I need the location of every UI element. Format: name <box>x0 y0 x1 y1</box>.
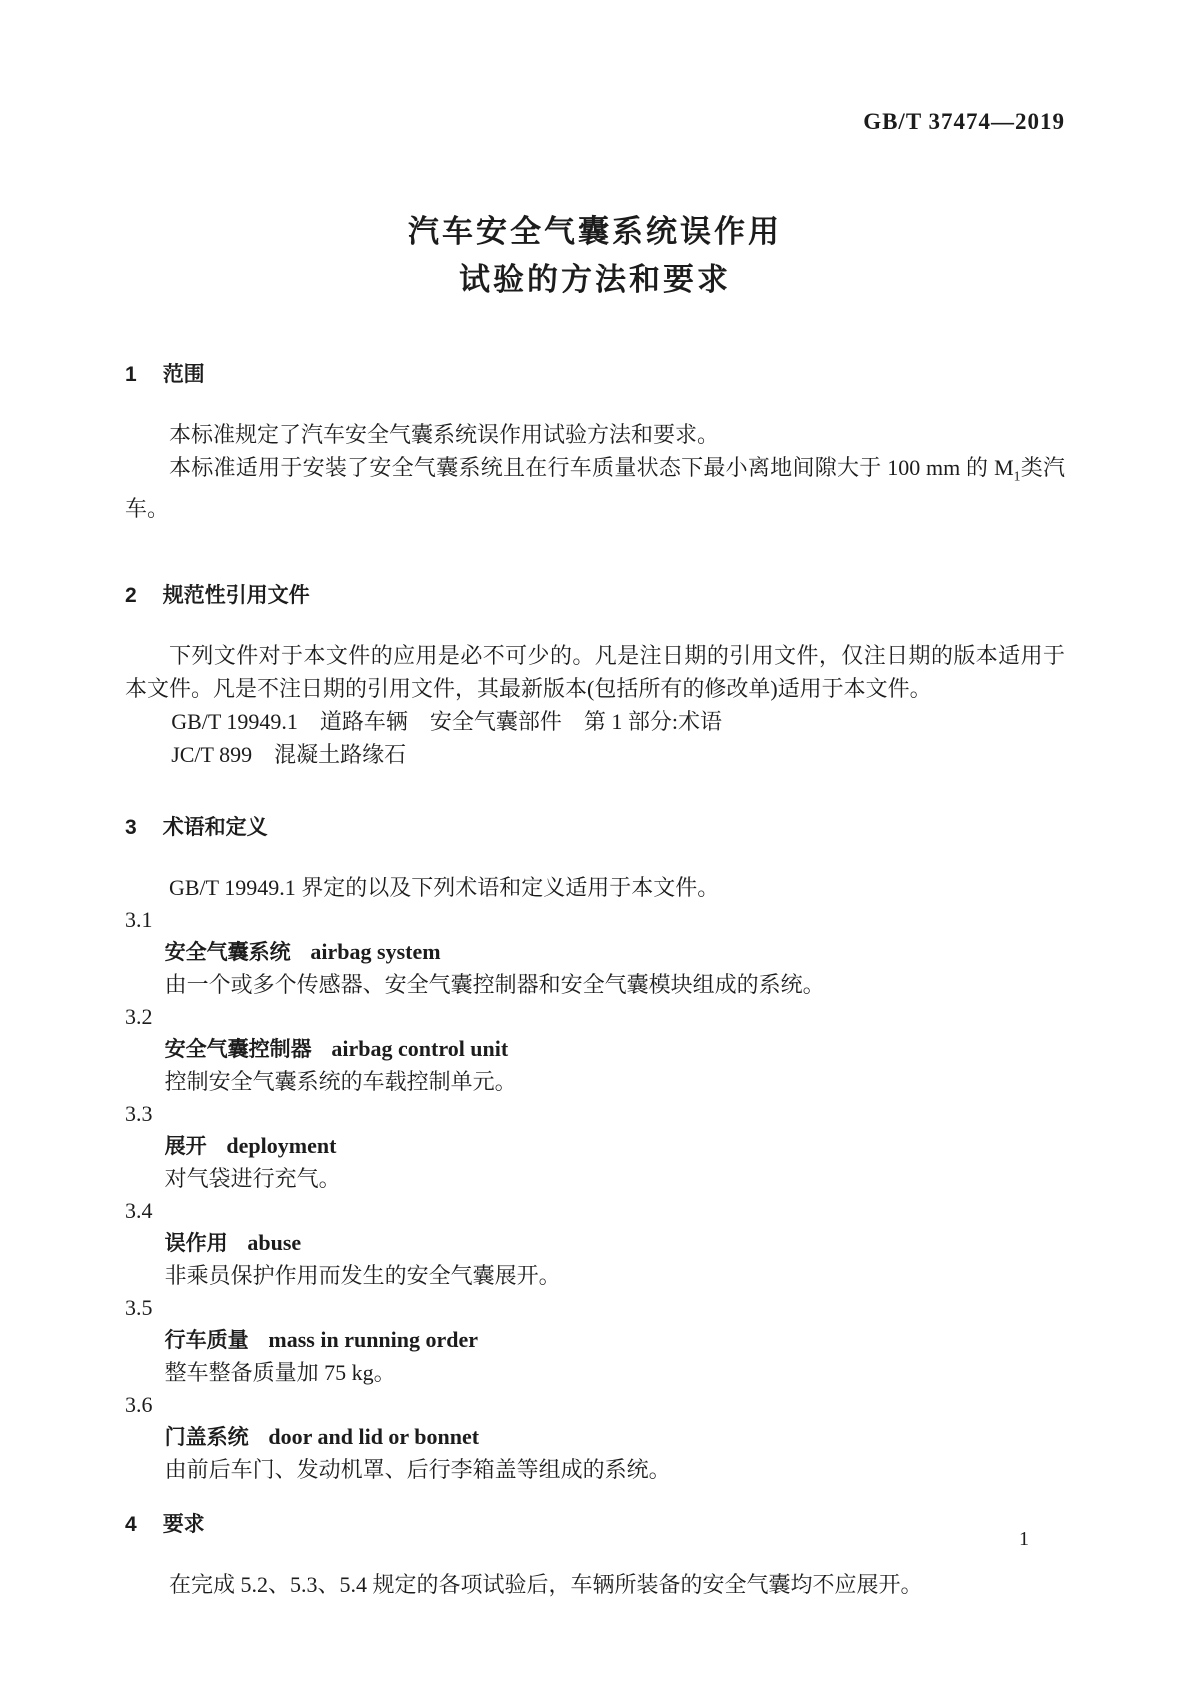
term-3-4-zh: 误作用 <box>164 1232 228 1256</box>
term-3-5-title <box>125 1324 1065 1357</box>
section-4-number: 4 <box>125 1513 137 1537</box>
section-4-body <box>125 1568 1065 1601</box>
term-3-3-number: 3.3 <box>125 1101 153 1127</box>
term-3-2 <box>125 1001 1065 1098</box>
document-title-line2: 试验的方法和要求 <box>459 262 731 297</box>
section-2-title: 规范性引用文件 <box>162 584 310 608</box>
term-3-6 <box>125 1389 1065 1486</box>
term-3-2-number: 3.2 <box>125 1004 153 1030</box>
section-3-title: 术语和定义 <box>162 816 268 840</box>
term-3-3-zh: 展开 <box>164 1135 207 1159</box>
section-1-paragraph-2 <box>125 451 1065 525</box>
term-3-1-en: airbag system <box>310 939 441 965</box>
term-3-1-number: 3.1 <box>125 907 153 933</box>
section-1-body <box>125 418 1065 525</box>
term-3-4-title <box>125 1227 1065 1260</box>
document-title-line1: 汽车安全气囊系统误作用 <box>408 214 782 249</box>
term-3-2-definition: 控制安全气囊系统的车载控制单元。 <box>164 1069 517 1095</box>
term-3-6-definition: 由前后车门、发动机罩、后行李箱盖等组成的系统。 <box>164 1457 671 1483</box>
section-1-heading <box>125 360 1065 390</box>
document-title <box>125 208 1065 304</box>
term-3-2-en: airbag control unit <box>331 1036 509 1062</box>
section-2-body <box>125 639 1065 771</box>
term-3-6-en: door and lid or bonnet <box>268 1424 480 1450</box>
term-3-5-number: 3.5 <box>125 1295 153 1321</box>
section-3-number: 3 <box>125 816 137 840</box>
section-4-title: 要求 <box>162 1513 205 1537</box>
term-3-6-title <box>125 1421 1065 1454</box>
term-3-1-zh: 安全气囊系统 <box>164 941 291 965</box>
section-1-title: 范围 <box>162 363 205 386</box>
term-3-5-zh: 行车质量 <box>164 1329 249 1353</box>
section-3-intro: GB/T 19949.1 界定的以及下列术语和定义适用于本文件。 <box>169 875 720 901</box>
scope-text-post: 类汽车。 <box>125 455 1065 522</box>
term-3-1 <box>125 904 1065 1001</box>
standard-code: GB/T 37474—2019 <box>863 109 1065 134</box>
section-1-paragraph-1: 本标准规定了汽车安全气囊系统误作用试验方法和要求。 <box>169 422 720 447</box>
normative-reference-1: GB/T 19949.1 道路车辆 安全气囊部件 第 1 部分:术语 <box>171 709 723 735</box>
scope-text-pre: 本标准适用于安装了安全气囊系统且在行车质量状态下最小离地间隙大于 100 mm 的 M <box>169 455 1014 480</box>
term-3-3 <box>125 1098 1065 1195</box>
term-3-3-en: deployment <box>226 1133 337 1159</box>
term-3-3-title <box>125 1130 1065 1163</box>
term-3-5 <box>125 1292 1065 1389</box>
term-3-2-title <box>125 1033 1065 1066</box>
section-3-heading <box>125 813 1065 843</box>
section-1-number: 1 <box>125 363 137 386</box>
term-3-5-definition: 整车整备质量加 75 kg。 <box>164 1360 396 1386</box>
term-3-4-definition: 非乘员保护作用而发生的安全气囊展开。 <box>164 1263 561 1289</box>
section-2-heading <box>125 581 1065 611</box>
m1-subscript: 1 <box>1013 468 1021 484</box>
term-3-1-definition: 由一个或多个传感器、安全气囊控制器和安全气囊模块组成的系统。 <box>164 972 825 998</box>
term-3-4 <box>125 1195 1065 1292</box>
term-3-6-zh: 门盖系统 <box>164 1426 249 1450</box>
section-2-paragraph-1: 下列文件对于本文件的应用是必不可少的。凡是注日期的引用文件，仅注日期的版本适用于本文件。凡是不注日期的引用文件，其最新版本(包括所有的修改单)适用于本文件。 <box>125 643 1065 702</box>
term-3-2-zh: 安全气囊控制器 <box>164 1038 312 1062</box>
section-2-number: 2 <box>125 584 137 608</box>
normative-reference-2: JC/T 899 混凝土路缘石 <box>171 742 407 768</box>
section-4-paragraph-1: 在完成 5.2、5.3、5.4 规定的各项试验后，车辆所装备的安全气囊均不应展开。 <box>169 1572 923 1598</box>
term-3-4-en: abuse <box>247 1230 302 1256</box>
section-3-body <box>125 871 1065 1486</box>
section-4-heading <box>125 1510 1065 1540</box>
term-3-5-en: mass in running order <box>268 1327 479 1353</box>
term-3-3-definition: 对气袋进行充气。 <box>164 1166 341 1192</box>
page-number: 1 <box>1019 1528 1029 1550</box>
term-3-4-number: 3.4 <box>125 1198 153 1224</box>
term-3-6-number: 3.6 <box>125 1392 153 1418</box>
term-3-1-title <box>125 936 1065 969</box>
